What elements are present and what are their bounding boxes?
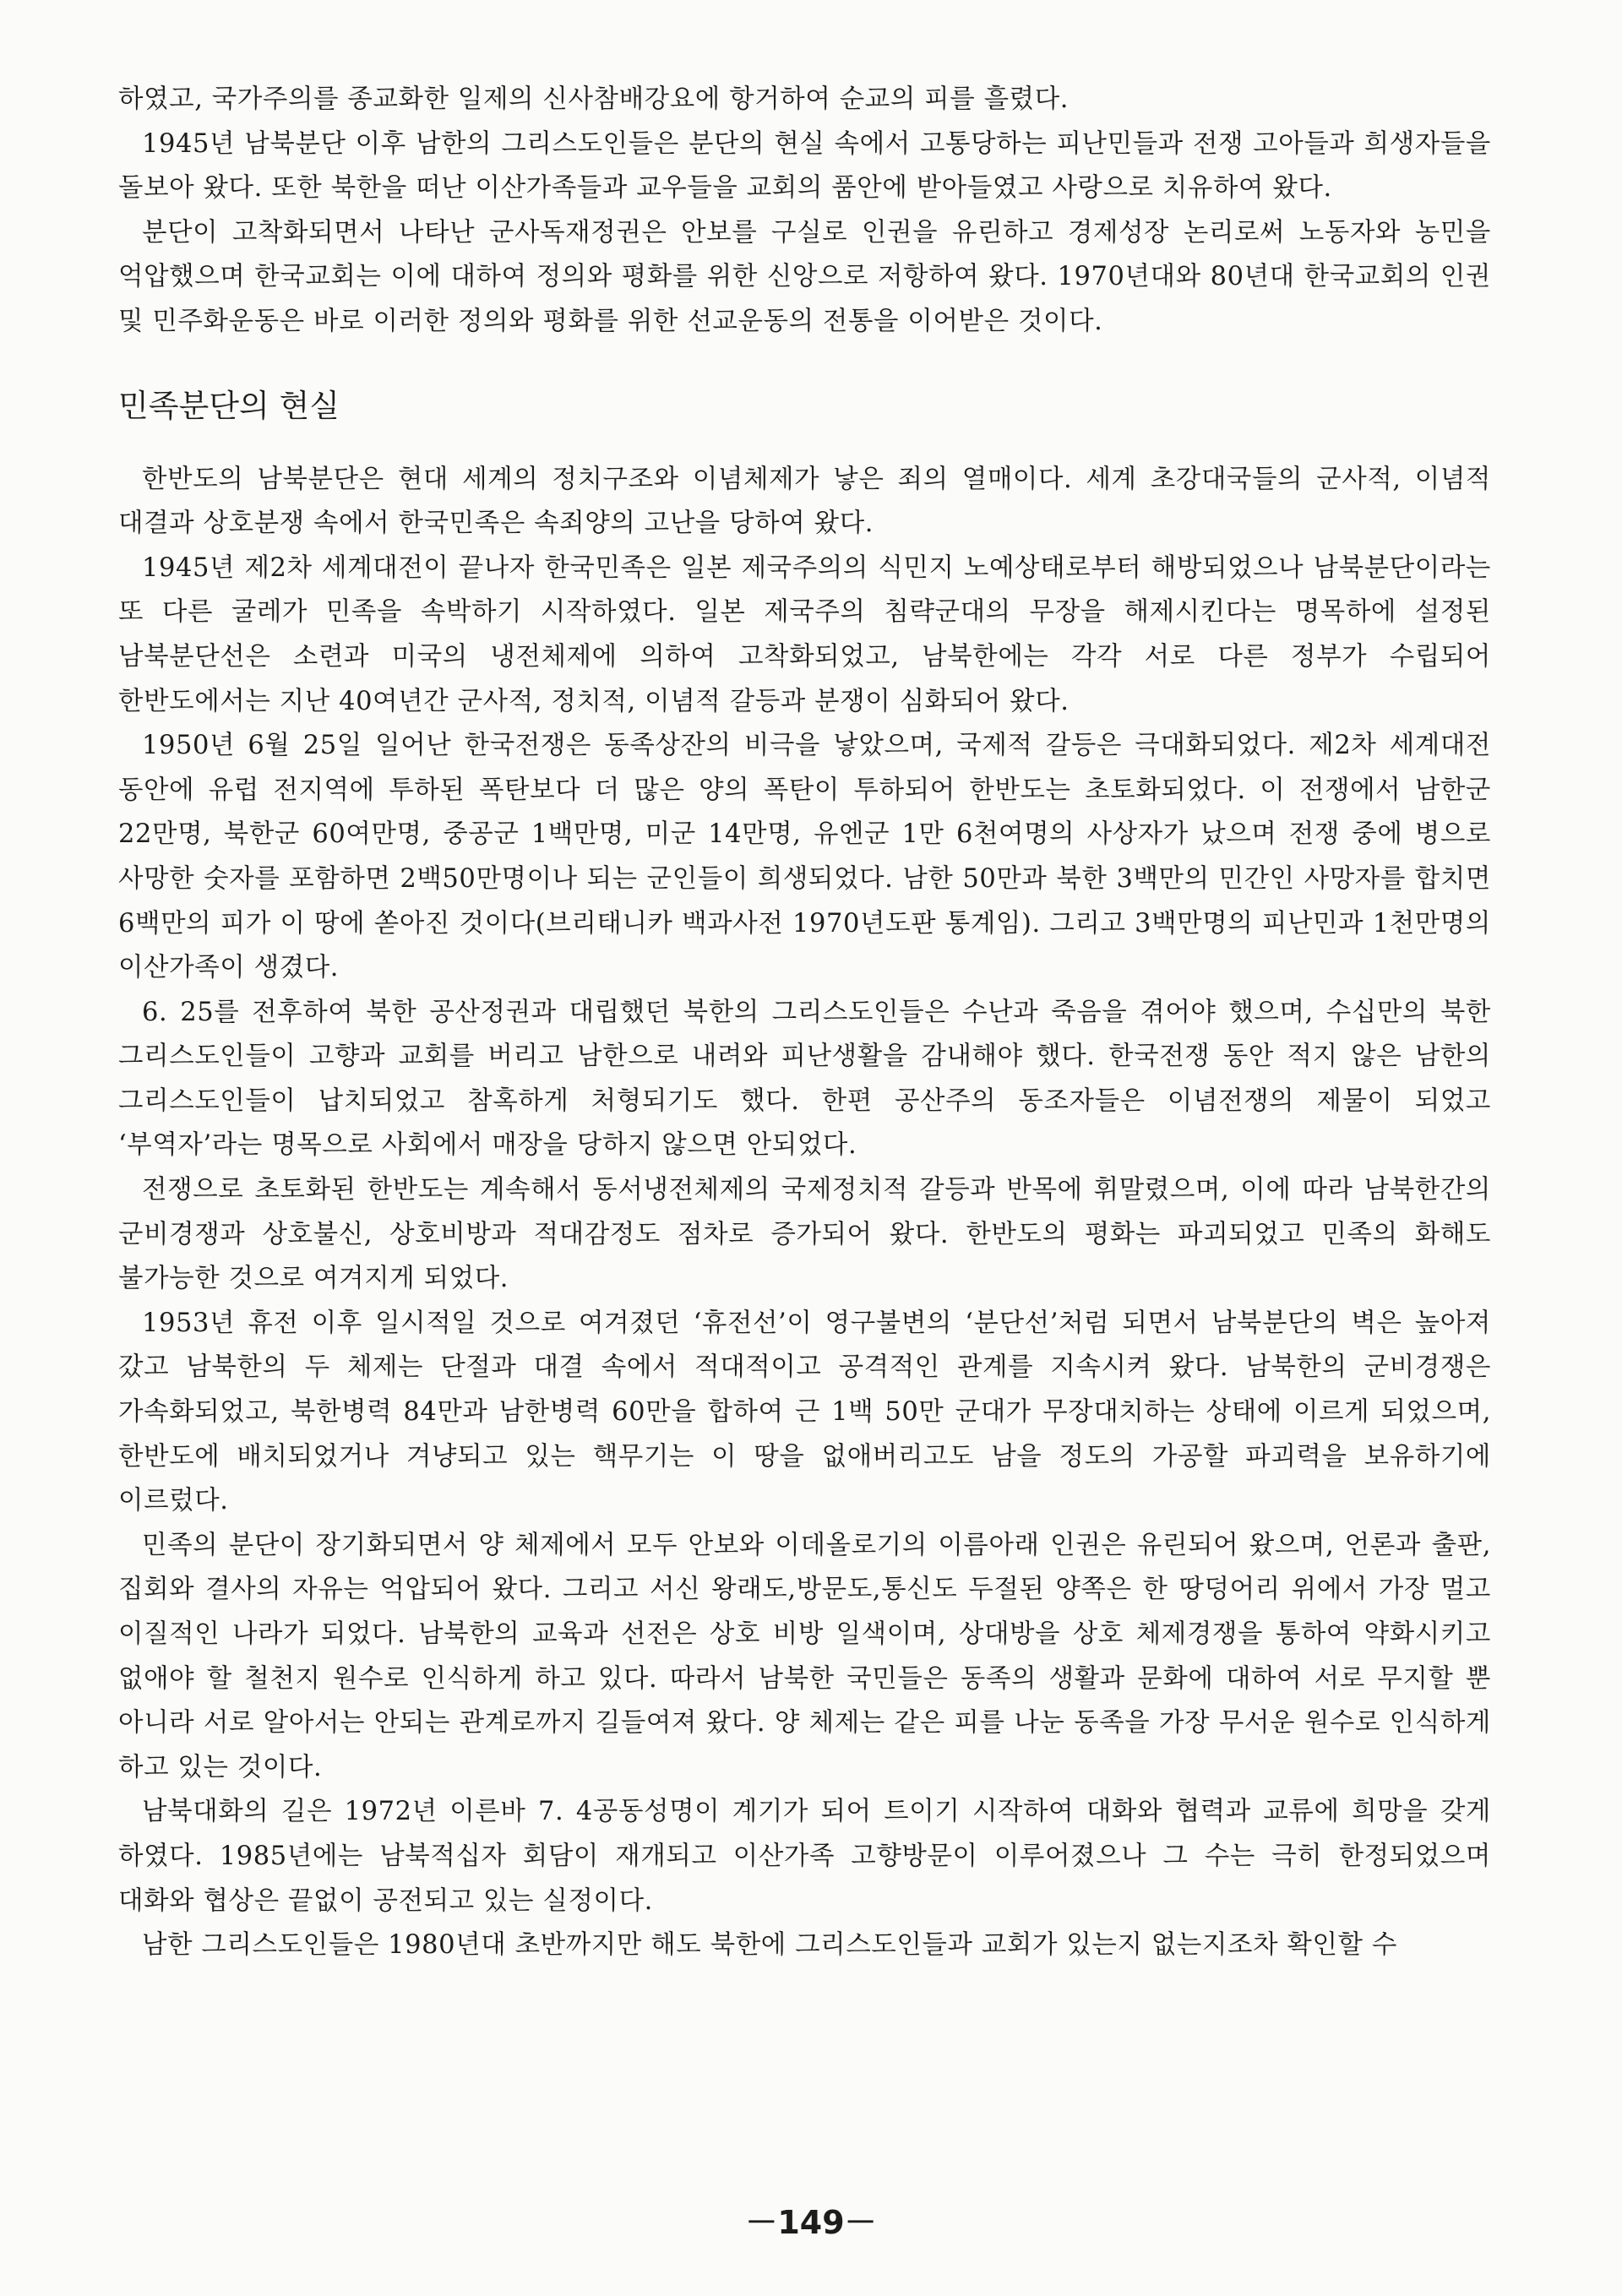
paragraph: 한반도의 남북분단은 현대 세계의 정치구조와 이념체제가 낳은 죄의 열매이다. 세계 초강대국들의 군사적, 이념적 대결과 상호분쟁 속에서 한국민족은 속죄양의 고난을 당하여 왔다. [118, 464, 1491, 539]
paragraph: 민족의 분단이 장기화되면서 양 체제에서 모두 안보와 이데올로기의 이름아래 인권은 유린되어 왔으며, 언론과 출판, 집회와 결사의 자유는 억압되어 왔다. 그리고 서신 왕래도,방문도,통신도 두절된 양쪽은 한 땅덩어리 위에서 가장 멀고 이질적인 나라가 되었다. 남북한의 교육과 선전은 상호 비방 일색이며, 상대방을 상호 체제경쟁을 통하여 약화시키고 없애야 할 철천지 원수로 인식하게 하고 있다. 따라서 남북한 국민들은 동족의 생활과 문화에 대하여 서로 무지할 뿐 아니라 서로 알아서는 안되는 관계로까지 길들여져 왔다. 양 체제는 같은 피를 나눈 동족을 가장 무서운 원수로 인식하게 하고 있는 것이다. [118, 1530, 1491, 1782]
paragraph: 전쟁으로 초토화된 한반도는 계속해서 동서냉전체제의 국제정치적 갈등과 반목에 휘말렸으며, 이에 따라 남북한간의 군비경쟁과 상호불신, 상호비방과 적대감정도 점차로 증가되어 왔다. 한반도의 평화는 파괴되었고 민족의 화해도 불가능한 것으로 여겨지게 되었다. [118, 1175, 1491, 1294]
paragraph: 남한 그리스도인들은 1980년대 초반까지만 해도 북한에 그리스도인들과 교회가 있는지 없는지조차 확인할 수 [142, 1930, 1397, 1961]
paragraph: 하였고, 국가주의를 종교화한 일제의 신사참배강요에 항거하여 순교의 피를 흘렸다. [118, 84, 1070, 114]
paragraph: 1945년 남북분단 이후 남한의 그리스도인들은 분단의 현실 속에서 고통당하는 피난민들과 전쟁 고아들과 희생자들을 돌보아 왔다. 또한 북한을 떠난 이산가족들과 교우들을 교회의 품안에 받아들였고 사랑으로 치유하여 왔다. [118, 128, 1491, 204]
paragraph: 6. 25를 전후하여 북한 공산정권과 대립했던 북한의 그리스도인들은 수난과 죽음을 겪어야 했으며, 수십만의 북한 그리스도인들이 고향과 교회를 버리고 남한으로 내려와 피난생활을 감내해야 했다. 한국전쟁 동안 적지 않은 남한의 그리스도인들이 납치되었고 참혹하게 처형되기도 했다. 한편 공산주의 동조자들은 이념전쟁의 제물이 되었고 ‘부역자’라는 명목으로 사회에서 매장을 당하지 않으면 안되었다. [118, 997, 1491, 1161]
paragraph: 1953년 휴전 이후 일시적일 것으로 여겨졌던 ‘휴전선’이 영구불변의 ‘분단선’처럼 되면서 남북분단의 벽은 높아져 갔고 남북한의 두 체제는 단절과 대결 속에서 적대적이고 공격적인 관계를 지속시켜 왔다. 남북한의 군비경쟁은 가속화되었고, 북한병력 84만과 남한병력 60만을 합하여 근 1백 50만 군대가 무장대치하는 상태에 이르게 되었으며, 한반도에 배치되었거나 겨냥되고 있는 핵무기는 이 땅을 없애버리고도 남을 정도의 가공할 파괴력을 보유하기에 이르렀다. [118, 1308, 1491, 1516]
paragraph: 분단이 고착화되면서 나타난 군사독재정권은 안보를 구실로 인권을 유린하고 경제성장 논리로써 노동자와 농민을 억압했으며 한국교회는 이에 대하여 정의와 평화를 위한 신앙으로 저항하여 왔다. 1970년대와 80년대 한국교회의 인권 및 민주화운동은 바로 이러한 정의와 평화를 위한 선교운동의 전통을 이어받은 것이다. [118, 217, 1491, 336]
paragraph: 남북대화의 길은 1972년 이른바 7. 4공동성명이 계기가 되어 트이기 시작하여 대화와 협력과 교류에 희망을 갖게 하였다. 1985년에는 남북적십자 회담이 재개되고 이산가족 고향방문이 이루어졌으나 그 수는 극히 한정되었으며 대화와 협상은 끝없이 공전되고 있는 실정이다. [118, 1797, 1491, 1916]
paragraph: 1950년 6월 25일 일어난 한국전쟁은 동족상잔의 비극을 낳았으며, 국제적 갈등은 극대화되었다. 제2차 세계대전 동안에 유럽 전지역에 투하된 폭탄보다 더 많은 양의 폭탄이 투하되어 한반도는 초토화되었다. 이 전쟁에서 남한군 22만명, 북한군 60여만명, 중공군 1백만명, 미군 14만명, 유엔군 1만 6천여명의 사상자가 났으며 전쟁 중에 병으로 사망한 숫자를 포함하면 2백50만명이나 되는 군인들이 희생되었다. 남한 50만과 북한 3백만의 민간인 사망자를 합치면 6백만의 피가 이 땅에 쏟아진 것이다(브리태니카 백과사전 1970년도판 통계임). 그리고 3백만명의 피난민과 1천만명의 이산가족이 생겼다. [118, 731, 1491, 983]
paragraph: 1945년 제2차 세계대전이 끝나자 한국민족은 일본 제국주의의 식민지 노예상태로부터 해방되었으나 남북분단이라는 또 다른 굴레가 민족을 속박하기 시작하였다. 일본 제국주의 침략군대의 무장을 해제시킨다는 명목하에 설정된 남북분단선은 소련과 미국의 냉전체제에 의하여 고착화되었고, 남북한에는 각각 서로 다른 정부가 수립되어 한반도에서는 지난 40여년간 군사적, 정치적, 이념적 갈등과 분쟁이 심화되어 왔다. [118, 552, 1491, 716]
section-heading: 민족분단의 현실 [118, 387, 340, 424]
page-number: －149－ [745, 2204, 877, 2241]
